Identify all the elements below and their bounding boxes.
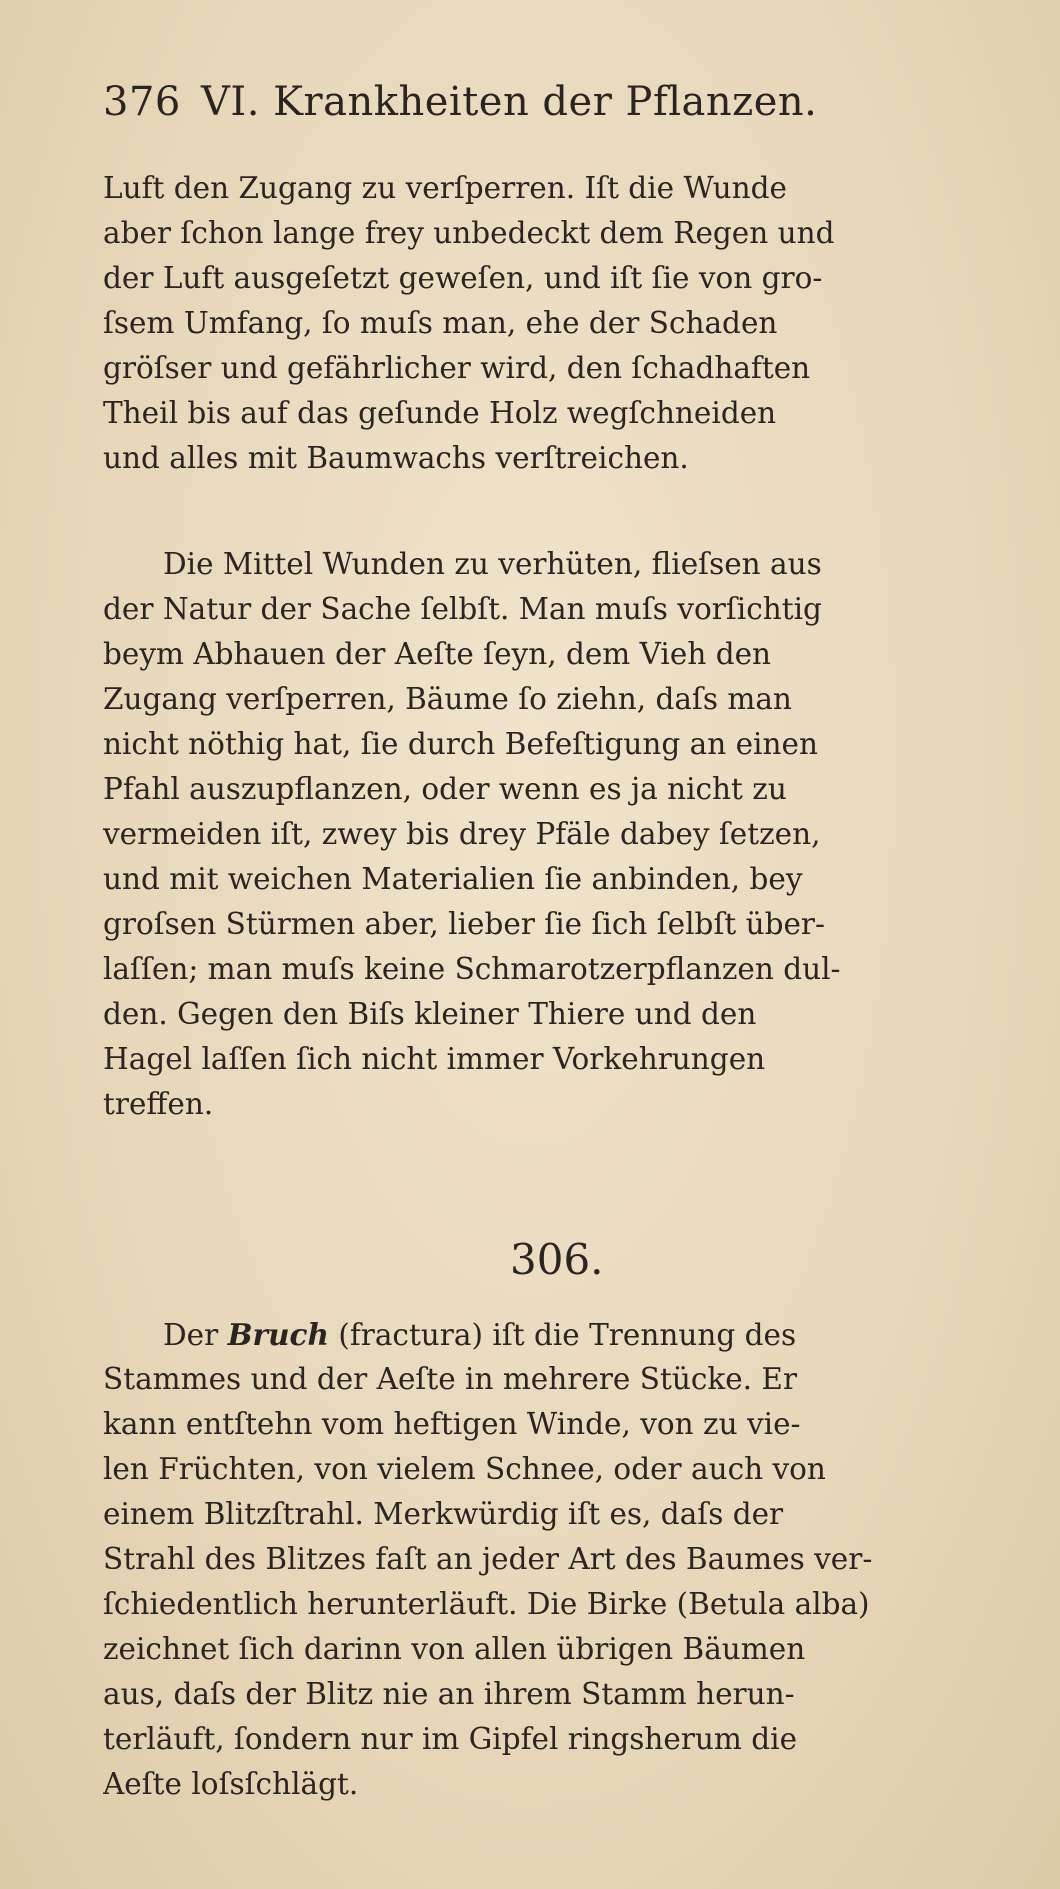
text-line: Hagel laſſen ſich nicht immer Vorkehrungen [103, 1042, 766, 1076]
text-line: der Natur der Sache ſelbſt. Man muſs vorſichtig [103, 592, 822, 626]
text-line: terläuft, ſondern nur im Gipfel ringsherum die [103, 1722, 798, 1756]
text-line: laſſen; man muſs keine Schmarotzerpflanzen dul- [103, 952, 841, 986]
text-line: aber ſchon lange frey unbedeckt dem Regen und [103, 216, 835, 250]
text-line: len Früchten, von vielem Schnee, oder auch von [103, 1452, 826, 1486]
text-line: einem Blitzſtrahl. Merkwürdig iſt es, daſs der [103, 1497, 784, 1531]
text-fragment: (fractura) iſt die Trennung des [328, 1318, 797, 1352]
paragraph-3 [103, 1312, 1038, 1807]
text-line: kann entſtehn vom heftigen Winde, von zu vie- [103, 1407, 801, 1441]
text-line: den. Gegen den Biſs kleiner Thiere und den [103, 997, 757, 1031]
text-line: und alles mit Baumwachs verſtreichen. [103, 441, 689, 475]
text-line: Aeſte loſsſchlägt. [103, 1767, 359, 1801]
text-line: gröſser und gefährlicher wird, den ſchadhaften [103, 351, 811, 385]
text-fragment: Der [163, 1318, 228, 1352]
text-line: zeichnet ſich darinn von allen übrigen Bäumen [103, 1632, 806, 1666]
text-line: Pfahl auszupflanzen, oder wenn es ja nicht zu [103, 772, 787, 806]
running-head [103, 72, 923, 132]
text-line: groſsen Stürmen aber, lieber ſie ſich ſelbſt über- [103, 907, 826, 941]
paragraph-2 [103, 542, 1038, 1127]
text-line: vermeiden iſt, zwey bis drey Pfäle dabey ſetzen, [103, 817, 821, 851]
text-line: Die Mittel Wunden zu verhüten, flieſsen aus [163, 547, 822, 581]
text-line: Theil bis auf das geſunde Holz wegſchneiden [103, 396, 777, 430]
text-line: beym Abhauen der Aeſte ſeyn, dem Vieh den [103, 637, 772, 671]
text-line: ſsem Umfang, ſo muſs man, ehe der Schaden [103, 306, 778, 340]
text-line: Stammes und der Aeſte in mehrere Stücke. Er [103, 1362, 798, 1396]
text-line: nicht nöthig hat, ſie durch Befeſtigung an einen [103, 727, 818, 761]
text-line: Zugang verſperren, Bäume ſo ziehn, daſs man [103, 682, 792, 716]
page-number: 376 [103, 79, 181, 125]
term-bruch: Bruch [227, 1317, 329, 1352]
text-line: und mit weichen Materialien ſie anbinden, bey [103, 862, 803, 896]
text-line: aus, daſs der Blitz nie an ihrem Stamm herun- [103, 1677, 795, 1711]
text-line [103, 1312, 1038, 1357]
text-line: der Luft ausgeſetzt geweſen, und iſt ſie von gro- [103, 261, 823, 295]
text-line: Strahl des Blitzes faſt an jeder Art des Baumes ver- [103, 1542, 873, 1576]
text-line: treffen. [103, 1087, 214, 1121]
text-line: ſchiedentlich herunterläuft. Die Birke (Betula alba) [103, 1587, 870, 1621]
section-number: 306. [510, 1235, 604, 1284]
paragraph-1 [103, 166, 1038, 481]
text-line: Luft den Zugang zu verſperren. Iſt die Wunde [103, 171, 787, 205]
running-title: VI. Krankheiten der Pflanzen. [201, 79, 818, 125]
